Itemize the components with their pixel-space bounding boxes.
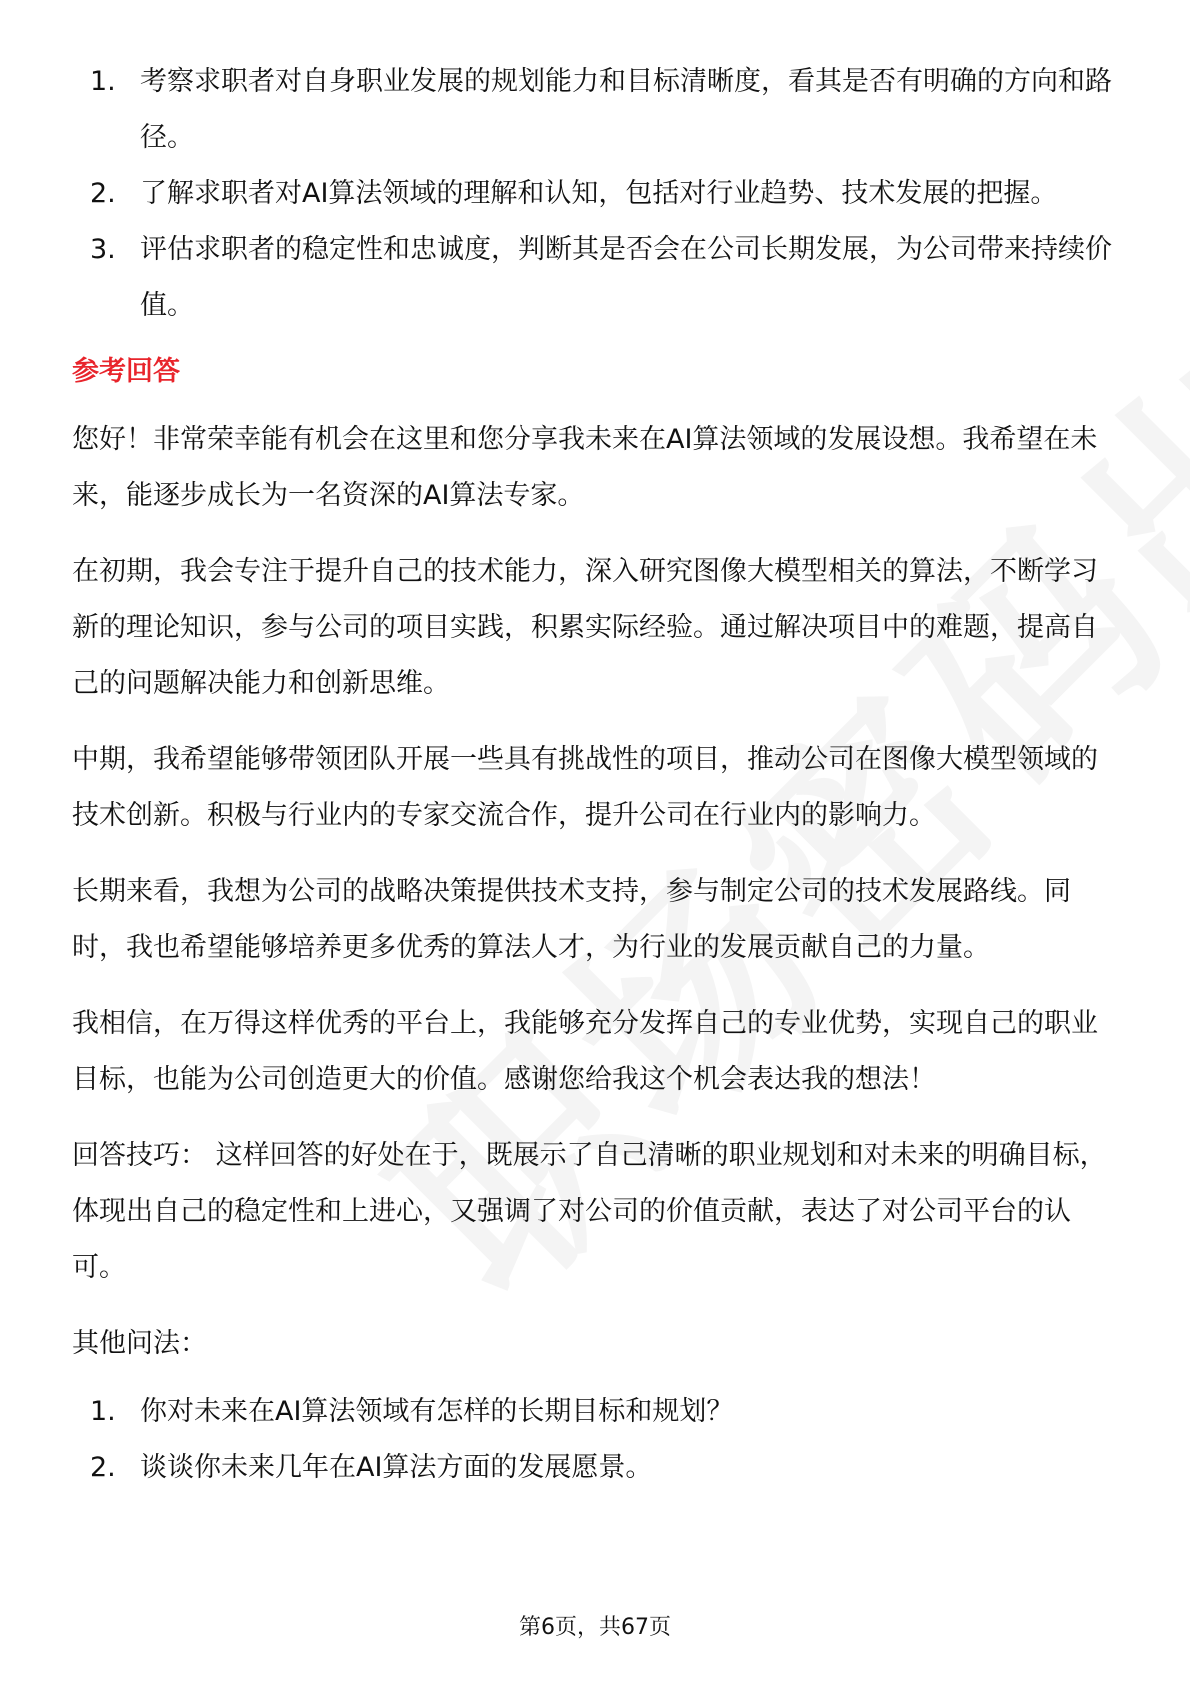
answer-paragraph: 您好！非常荣幸能有机会在这里和您分享我未来在AI算法领域的发展设想。我希望在未来，能逐步成长为一名资深的AI算法专家。	[72, 424, 1098, 511]
list-item	[72, 54, 1118, 166]
list-item	[72, 1440, 1118, 1496]
list-item	[72, 166, 1118, 222]
list-item	[72, 1384, 1118, 1440]
page-footer: 第6页，共67页	[519, 1615, 671, 1640]
answer-tips: 回答技巧： 这样回答的好处在于，既展示了自己清晰的职业规划和对未来的明确目标，体现出自己的稳定性和上进心，又强调了对公司的价值贡献，表达了对公司平台的认可。	[72, 1140, 1107, 1283]
answer-paragraph: 长期来看，我想为公司的战略决策提供技术支持，参与制定公司的技术发展路线。同时，我也希望能够培养更多优秀的算法人才，为行业的发展贡献自己的力量。	[72, 876, 1071, 963]
other-questions-heading: 其他问法：	[72, 1328, 207, 1359]
list-number: 1.	[90, 1396, 116, 1427]
answer-paragraph: 中期，我希望能够带领团队开展一些具有挑战性的项目，推动公司在图像大模型领域的技术创新。积极与行业内的专家交流合作，提升公司在行业内的影响力。	[72, 744, 1098, 831]
list-text: 谈谈你未来几年在AI算法方面的发展愿景。	[140, 1452, 653, 1483]
list-number: 2.	[90, 1452, 116, 1483]
list-text: 你对未来在AI算法领域有怎样的长期目标和规划？	[140, 1396, 734, 1427]
list-text: 评估求职者的稳定性和忠诚度，判断其是否会在公司长期发展，为公司带来持续价值。	[140, 234, 1112, 321]
list-item	[72, 222, 1118, 334]
list-text: 了解求职者对AI算法领域的理解和认知，包括对行业趋势、技术发展的把握。	[140, 178, 1058, 209]
intent-list	[72, 54, 1118, 334]
list-number: 3.	[90, 234, 116, 265]
page-content	[72, 54, 1118, 1496]
answer-paragraph: 在初期，我会专注于提升自己的技术能力，深入研究图像大模型相关的算法，不断学习新的理论知识，参与公司的项目实践，积累实际经验。通过解决项目中的难题，提高自己的问题解决能力和创新思维。	[72, 556, 1098, 699]
reference-answer-heading: 参考回答	[72, 356, 180, 387]
answer-paragraph: 我相信，在万得这样优秀的平台上，我能够充分发挥自己的专业优势，实现自己的职业目标，也能为公司创造更大的价值。感谢您给我这个机会表达我的想法！	[72, 1008, 1098, 1095]
list-text: 考察求职者对自身职业发展的规划能力和目标清晰度，看其是否有明确的方向和路径。	[140, 66, 1112, 153]
list-number: 2.	[90, 178, 116, 209]
other-questions-list	[72, 1384, 1118, 1496]
list-number: 1.	[90, 66, 116, 97]
